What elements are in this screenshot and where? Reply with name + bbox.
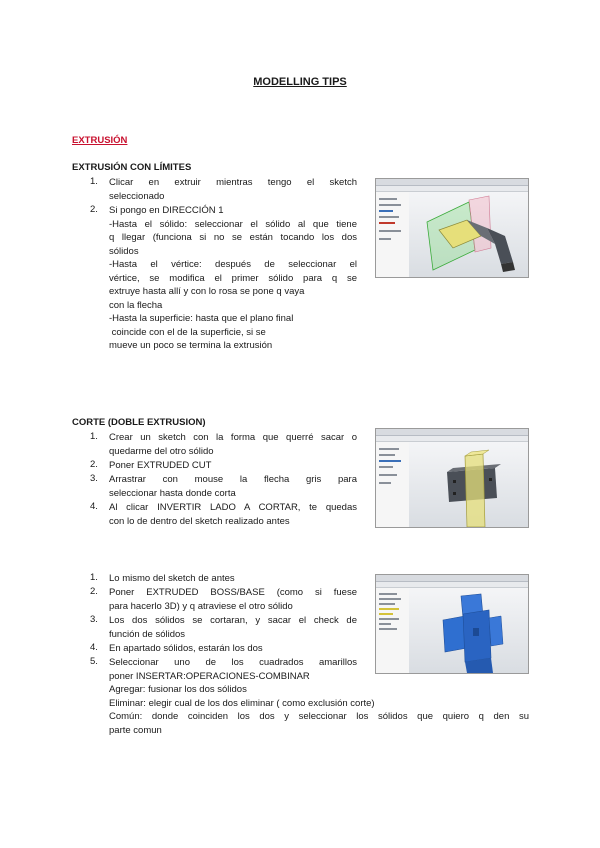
section-heading-extrusion: EXTRUSIÓN [72,135,128,146]
list-item [109,586,357,613]
list-number: 3. [90,473,98,484]
extrusion-model-graphic [409,192,527,277]
list-number: 4. [90,501,98,512]
list-number: 1. [90,176,98,187]
list-line: Seleccionar uno de los cuadrados amarillos [109,657,357,668]
list-number: 2. [90,204,98,215]
list-line: Al clicar INVERTIR LADO A CORTAR, te quedas [109,502,357,513]
list-line: Poner EXTRUDED CUT [109,460,212,471]
list-line: poner INSERTAR:OPERACIONES-COMBINAR [109,670,310,682]
list-line: Poner EXTRUDED BOSS/BASE (como si fuese [109,587,357,598]
list-line: coincide con el de la superficie, si se [109,326,266,338]
list-line: seleccionar hasta donde corta [109,487,236,499]
heading-extrusion-limits: EXTRUSIÓN CON LÍMITES [72,162,192,173]
list-item [109,459,357,473]
list-line: seleccionado [109,190,165,202]
list-line: Crear un sketch con la forma que querré sacar o [109,432,357,443]
list-number: 1. [90,572,98,583]
list-line: En apartado sólidos, estarán los dos [109,643,263,654]
list-number: 4. [90,642,98,653]
list-item [109,431,357,458]
cut-model-graphic [409,442,527,527]
feature-tree-panel [376,588,410,673]
list-line: quedarme del otro sólido [109,445,214,457]
list-item [109,501,357,528]
list-line: q llegar (funciona si no se están tocando los dos [109,232,357,243]
list-line: Si pongo en DIRECCIÓN 1 [109,205,224,216]
list-item [109,176,357,203]
list-line: vértice, se modifica el primer sólido para q se [109,272,357,284]
list-item [109,473,357,500]
list-line: -Hasta la superficie: hasta que el plano final [109,313,294,324]
app-toolbar [376,429,528,436]
list-line: con lo de dentro del sketch realizado antes [109,515,290,527]
heading-cut-double-extrusion: CORTE (DOBLE EXTRUSION) [72,417,206,428]
list-item [109,642,357,656]
list-line: Clicar en extruir mientras tengo el sketch [109,177,357,188]
list-line: sólidos [109,245,139,257]
list-number: 1. [90,431,98,442]
list-line: Arrastrar con mouse la flecha gris para [109,474,357,485]
list-number: 5. [90,656,98,667]
page-title: MODELLING TIPS [253,76,347,88]
list-item [109,614,357,641]
cad-screenshot-extrusion [375,178,529,278]
list-line: Eliminar: elegir cual de los dos eliminar ( como exclusión corte) [109,697,375,709]
list-number: 3. [90,614,98,625]
3d-viewport [409,192,528,277]
list-line: mueve un poco se termina la extrusión [109,340,273,351]
3d-viewport [409,442,528,527]
list-line: Lo mismo del sketch de antes [109,573,235,584]
list-line: Agregar: fusionar los dos sólidos [109,684,247,695]
property-manager-panel [376,192,410,277]
3d-viewport [409,588,528,673]
list-line: para hacerlo 3D) y q atraviese el otro sólido [109,600,293,612]
list-line: función de sólidos [109,628,186,640]
list-line: -Hasta el vértice: después de seleccionar el [109,259,357,270]
list-line: con la flecha [109,299,163,311]
list-line: Los dos sólidos se cortaran, y sacar el check de [109,615,357,626]
list-line: extruye hasta allí y con lo rosa se pone q vaya [109,286,305,297]
cad-screenshot-combine [375,574,529,674]
app-toolbar [376,179,528,186]
app-toolbar [376,575,528,582]
list-number: 2. [90,586,98,597]
list-item [109,572,357,586]
cad-screenshot-cut [375,428,529,528]
property-manager-panel [376,442,410,527]
list-number: 2. [90,459,98,470]
list-line: -Hasta el sólido: seleccionar el sólido al que tiene [109,218,357,230]
list-line: parte comun [109,724,162,736]
list-item [109,204,357,353]
list-line: Común: donde coinciden los dos y seleccionar los sólidos que quiero q den su [109,711,529,722]
combine-model-graphic [409,588,527,673]
